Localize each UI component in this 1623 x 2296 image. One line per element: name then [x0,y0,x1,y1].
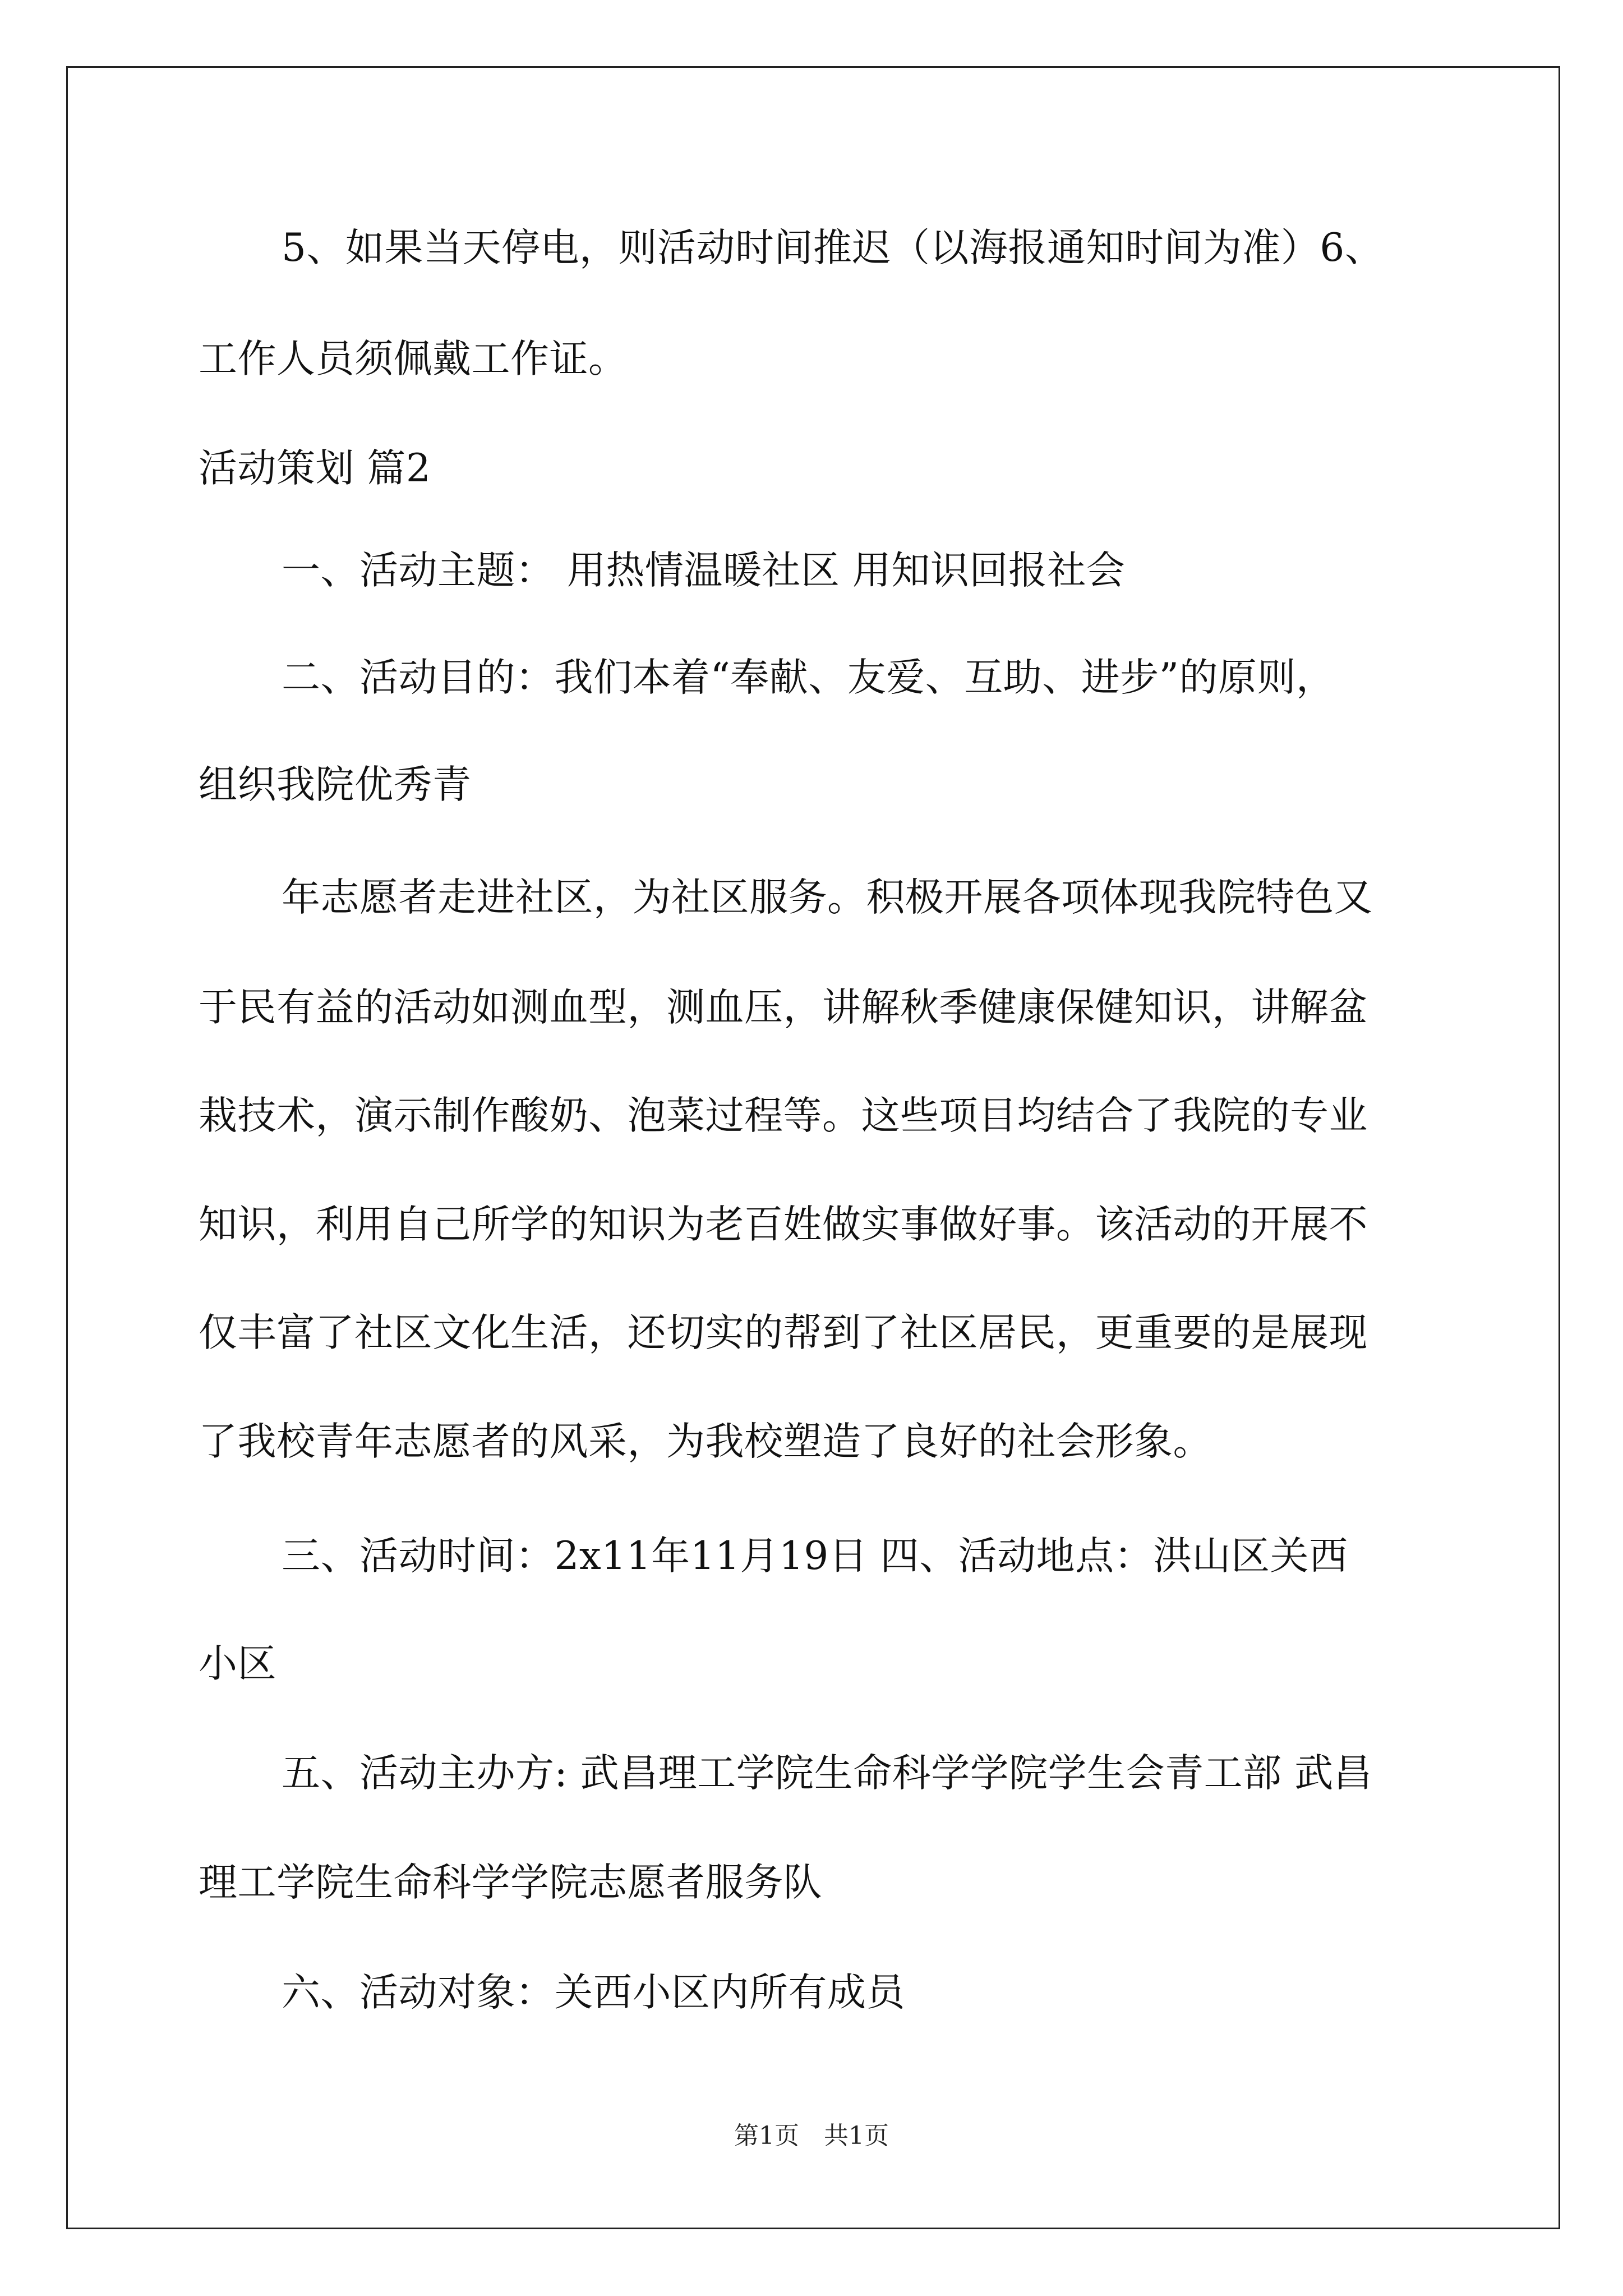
text-line-purpose: 二、活动目的：我们本着“奉献、友爱、互助、进步”的原则， [282,655,1335,700]
text-line-place-cont: 小区 [199,1641,276,1686]
text-line-time-place: 三、活动时间：2x11年11月19日 四、活动地点：洪山区关西 [282,1534,1348,1579]
text-line-para-6: 了我校青年志愿者的风采，为我校塑造了良好的社会形象。 [199,1419,1212,1464]
text-line-theme: 一、活动主题： 用热情温暖社区 用知识回报社会 [282,548,1126,593]
text-line-audience: 六、活动对象：关西小区内所有成员 [282,1970,905,2015]
text-line-1: 5、如果当天停电，则活动时间推迟（以海报通知时间为准）6、 [282,226,1384,270]
text-line-2: 工作人员须佩戴工作证。 [199,337,628,381]
text-line-para-1: 年志愿者走进社区，为社区服务。积极开展各项体现我院特色又 [282,875,1373,920]
page-footer: 第1页 共1页 [734,2122,889,2150]
text-line-organizer-cont: 理工学院生命科学学院志愿者服务队 [199,1860,822,1905]
text-line-para-5: 仅丰富了社区文化生活，还切实的帮到了社区居民，更重要的是展现 [199,1310,1368,1355]
text-line-para-3: 栽技术，演示制作酸奶、泡菜过程等。这些项目均结合了我院的专业 [199,1093,1368,1138]
section-heading: 活动策划 篇2 [199,446,431,491]
text-line-organizer: 五、活动主办方: 武昌理工学院生命科学学院学生会青工部 武昌 [282,1751,1373,1796]
text-line-para-2: 于民有益的活动如测血型，测血压，讲解秋季健康保健知识，讲解盆 [199,985,1368,1030]
text-line-para-4: 知识，利用自己所学的知识为老百姓做实事做好事。该活动的开展不 [199,1202,1368,1247]
text-line-purpose-cont: 组织我院优秀青 [199,762,472,807]
